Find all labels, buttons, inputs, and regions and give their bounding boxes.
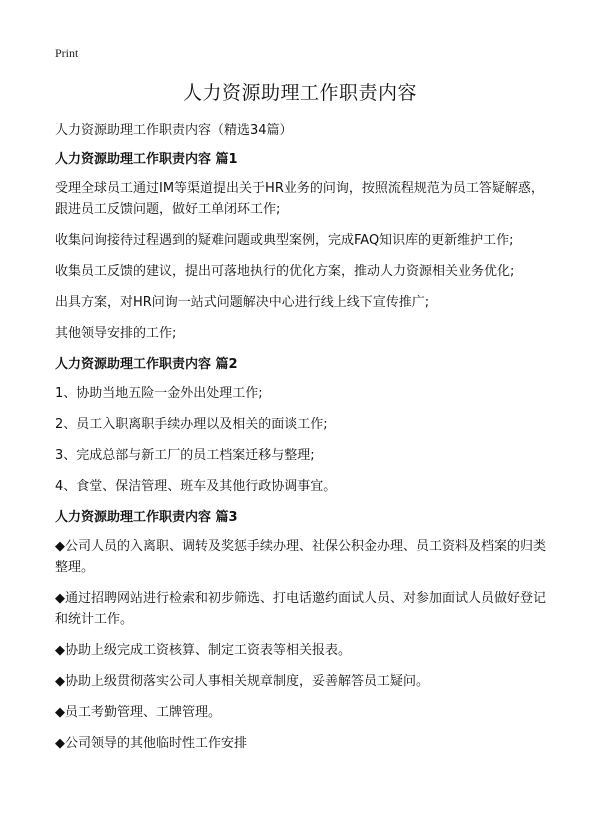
section-heading: 人力资源助理工作职责内容 篇2 xyxy=(55,357,238,372)
paragraph: 出具方案，对HR问询一站式问题解决中心进行线上线下宣传推广; xyxy=(55,295,430,310)
paragraph: 其他领导安排的工作; xyxy=(55,326,177,341)
bullet-item: ◆协助上级完成工资核算、制定工资表等相关报表。 xyxy=(55,643,351,658)
list-item: 4、食堂、保洁管理、班车及其他行政协调事宜。 xyxy=(55,479,337,494)
bullet-item: ◆通过招聘网站进行检索和初步筛选、打电话邀约面试人员、对参加面试人员做好登记和统计工作。 xyxy=(55,591,546,627)
list-item: 1、协助当地五险一金外出处理工作; xyxy=(55,386,263,401)
document-title: 人力资源助理工作职责内容 xyxy=(182,82,417,104)
section-3 xyxy=(55,507,552,754)
paragraph: 收集员工反馈的建议，提出可落地执行的优化方案，推动人力资源相关业务优化; xyxy=(55,264,515,279)
document-body xyxy=(55,120,552,764)
bullet-item: ◆协助上级贯彻落实公司人事相关规章制度，妥善解答员工疑问。 xyxy=(55,674,429,689)
section-heading: 人力资源助理工作职责内容 篇3 xyxy=(55,510,238,525)
section-2 xyxy=(55,354,552,497)
bullet-item: ◆公司人员的入离职、调转及奖惩手续办理、社保公积金办理、员工资料及档案的归类整理。 xyxy=(55,539,546,575)
list-item: 2、员工入职离职手续办理以及相关的面谈工作; xyxy=(55,417,328,432)
bullet-item: ◆员工考勤管理、工牌管理。 xyxy=(55,705,221,720)
print-label: Print xyxy=(55,46,79,60)
paragraph: 收集问询接待过程遇到的疑难问题或典型案例，完成FAQ知识库的更新维护工作; xyxy=(55,233,514,248)
section-1 xyxy=(55,149,552,344)
section-heading: 人力资源助理工作职责内容 篇1 xyxy=(55,152,238,167)
bullet-item: ◆公司领导的其他临时性工作安排 xyxy=(55,736,247,751)
paragraph: 受理全球员工通过IM等渠道提出关于HR业务的问询，按照流程规范为员工答疑解惑，跟进员工反馈问题，做好工单闭环工作; xyxy=(55,181,544,217)
document-subtitle: 人力资源助理工作职责内容（精选34篇） xyxy=(55,123,293,138)
list-item: 3、完成总部与新工厂的员工档案迁移与整理; xyxy=(55,448,315,463)
